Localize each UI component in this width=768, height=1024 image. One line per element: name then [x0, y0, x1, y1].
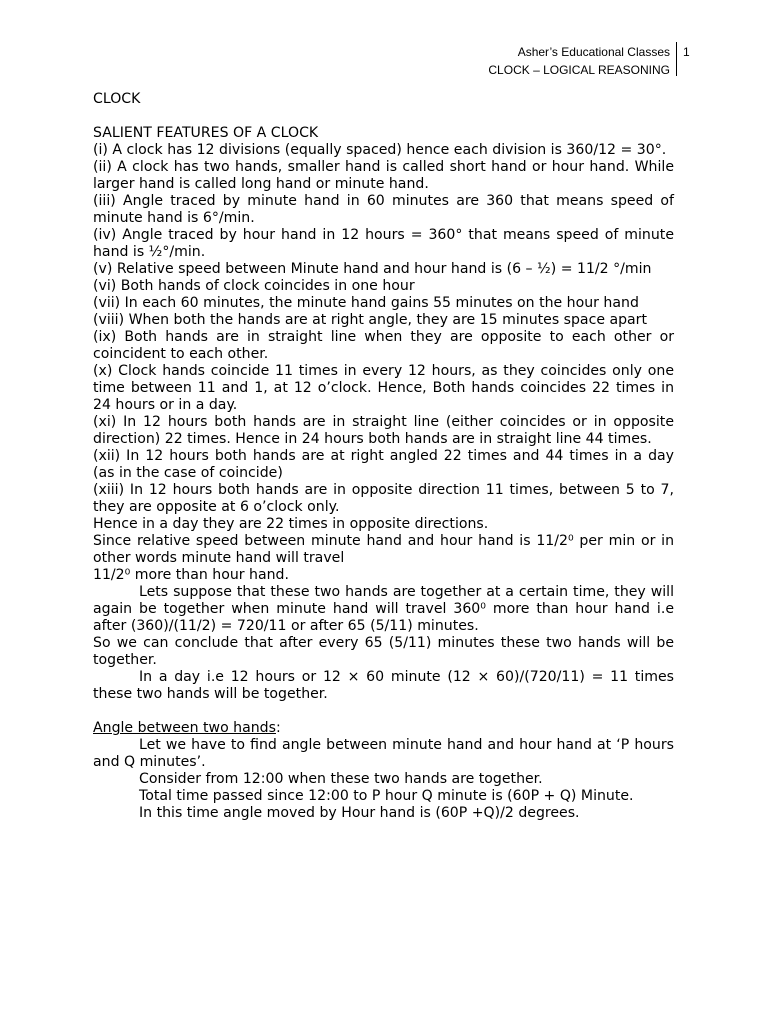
feature-item: (i) A clock has 12 divisions (equally spaced) hence each division is 360/12 = 30°.	[93, 142, 667, 158]
blank-line	[93, 108, 674, 125]
angle-heading-line	[93, 720, 674, 737]
feature-item: (ii) A clock has two hands, smaller hand is called short hand or hour hand. While larger hand is called long hand or minute hand.	[93, 159, 674, 192]
feature-item: (xi) In 12 hours both hands are in straight line (either coincides or in opposite direction) 22 times. Hence in 24 hours both hands are in straight line 44 times.	[93, 414, 674, 447]
since-line: Since relative speed between minute hand and hour hand is 11/2⁰ per min or in other words minute hand will travel	[93, 533, 674, 566]
day-paragraph: In a day i.e 12 hours or 12 × 60 minute (12 × 60)/(720/11) = 11 times these two hands will be together.	[93, 669, 674, 702]
header-chapter-title: CLOCK – LOGICAL REASONING	[488, 63, 670, 77]
page-header	[440, 43, 670, 79]
lets-suppose-paragraph: Lets suppose that these two hands are together at a certain time, they will again be together when minute hand will travel 360⁰ more than hour hand i.e after (360)/(11/2) = 720/11 or after 65 (5/11) minutes.	[93, 584, 674, 634]
feature-item: (v) Relative speed between Minute hand and hour hand is (6 – ½) = 11/2 °/min	[93, 261, 652, 277]
document-title: CLOCK	[93, 91, 141, 107]
page-number: 1	[683, 45, 690, 59]
angle-heading: Angle between two hands	[93, 720, 276, 736]
feature-item: (xii) In 12 hours both hands are at right angled 22 times and 44 times in a day (as in the case of coincide)	[93, 448, 674, 481]
feature-item: (viii) When both the hands are at right angle, they are 15 minutes space apart	[93, 312, 648, 328]
angle-paragraph: Let we have to find angle between minute hand and hour hand at ‘P hours and Q minutes’.	[93, 737, 674, 770]
feature-item: (ix) Both hands are in straight line when they are opposite to each other or coincident to each other.	[93, 329, 674, 362]
header-divider	[676, 42, 677, 76]
feature-item: (vi) Both hands of clock coincides in one hour	[93, 278, 415, 294]
angle-paragraph: Consider from 12:00 when these two hands are together.	[139, 771, 543, 787]
feature-item: (x) Clock hands coincide 11 times in every 12 hours, as they coincides only one time between 11 and 1, at 12 o’clock. Hence, Both hands coincides 22 times in 24 hours or in a day.	[93, 363, 674, 413]
conclusion-paragraph: So we can conclude that after every 65 (5/11) minutes these two hands will be together.	[93, 635, 674, 668]
hence-line: Hence in a day they are 22 times in opposite directions.	[93, 516, 489, 532]
feature-item: (xiii) In 12 hours both hands are in opposite direction 11 times, between 5 to 7, they are opposite at 6 o’clock only.	[93, 482, 674, 515]
section-heading: SALIENT FEATURES OF A CLOCK	[93, 125, 319, 141]
feature-item: (iii) Angle traced by minute hand in 60 minutes are 360 that means speed of minute hand is 6°/min.	[93, 193, 674, 226]
document-body	[93, 91, 674, 822]
header-school-name: Asher’s Educational Classes	[517, 45, 670, 59]
more-line: 11/2⁰ more than hour hand.	[93, 567, 289, 583]
blank-line	[93, 703, 674, 720]
angle-paragraph: Total time passed since 12:00 to P hour Q minute is (60P + Q) Minute.	[139, 788, 634, 804]
angle-heading-colon: :	[275, 720, 281, 736]
feature-item: (vii) In each 60 minutes, the minute hand gains 55 minutes on the hour hand	[93, 295, 639, 311]
feature-item: (iv) Angle traced by hour hand in 12 hours = 360° that means speed of minute hand is ½°/min.	[93, 227, 674, 260]
angle-paragraph: In this time angle moved by Hour hand is (60P +Q)/2 degrees.	[139, 805, 580, 821]
